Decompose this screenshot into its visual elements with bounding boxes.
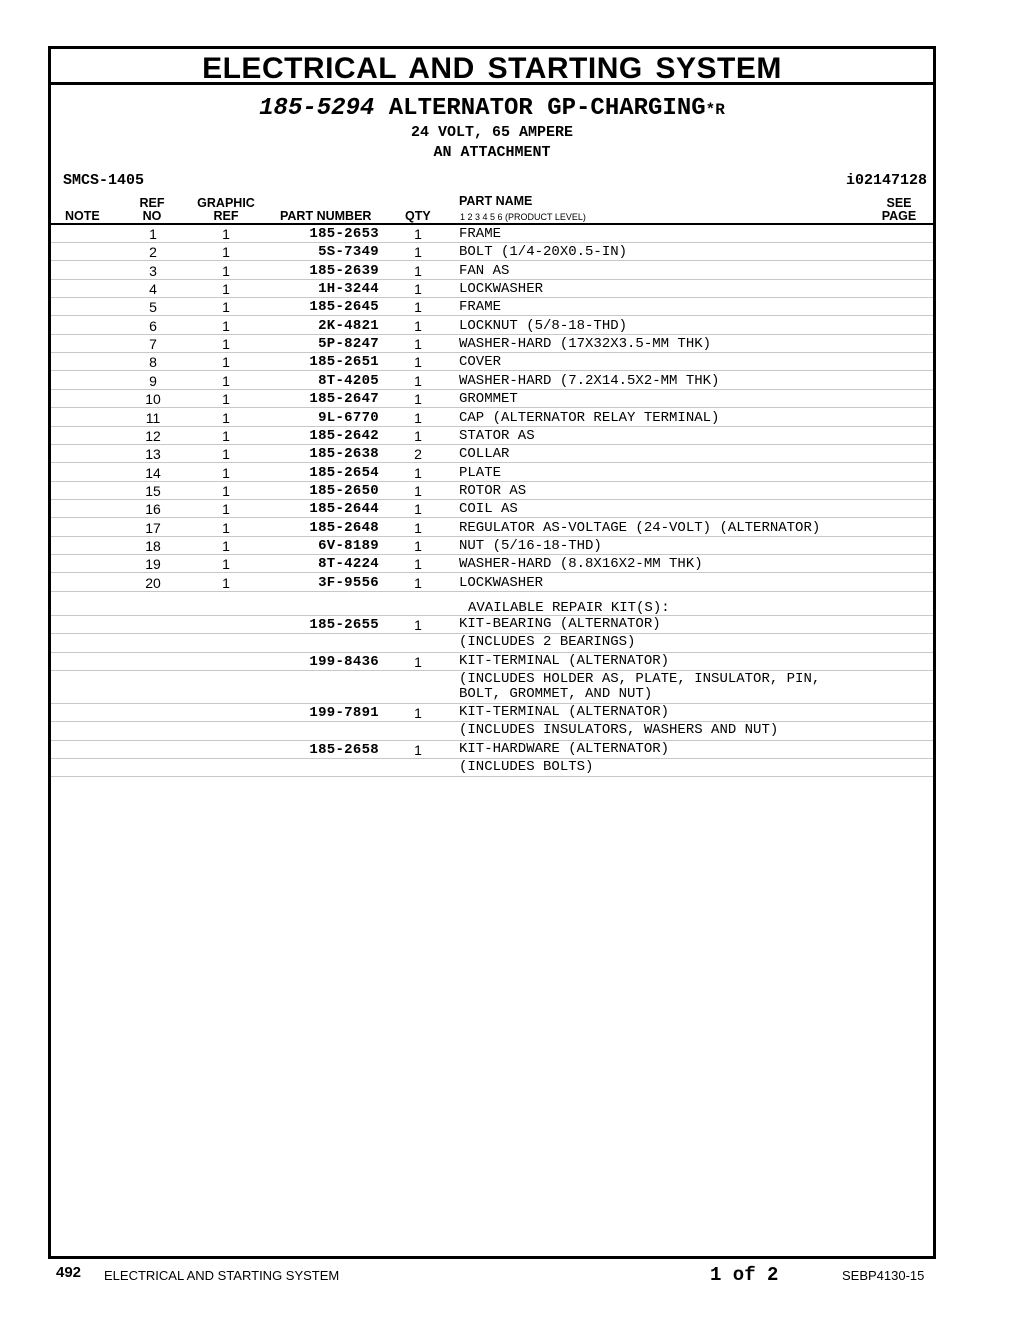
graphic-ref: 1 (222, 427, 230, 444)
col-graphic-ref: GRAPHIC REF (197, 196, 255, 223)
product-levels: 1 2 3 4 5 6 (PRODUCT LEVEL) (460, 212, 586, 222)
ref-no: 14 (145, 464, 161, 481)
graphic-ref: 1 (222, 464, 230, 481)
kit-row (51, 759, 933, 777)
kits-heading-row (51, 595, 933, 616)
kit-name: (INCLUDES INSULATORS, WASHERS AND NUT) (459, 722, 779, 739)
group-part-title: ALTERNATOR GP-CHARGING (388, 95, 706, 122)
part-number: 185-2639 (309, 262, 379, 279)
ref-no: 12 (145, 427, 161, 444)
kit-qty: 1 (414, 653, 422, 670)
part-name: STATOR AS (459, 427, 535, 444)
part-name: COVER (459, 354, 502, 371)
table-row (51, 280, 933, 298)
ref-no: 17 (145, 519, 161, 536)
kit-row (51, 616, 933, 634)
graphic-ref: 1 (222, 354, 230, 371)
table-row (51, 482, 933, 500)
part-number: 185-2654 (309, 464, 379, 481)
kit-row (51, 741, 933, 759)
table-row (51, 555, 933, 573)
table-row (51, 390, 933, 408)
ref-no: 2 (149, 244, 157, 261)
table-row (51, 372, 933, 390)
part-name: BOLT (1/4-20X0.5-IN) (459, 244, 628, 261)
part-name: PLATE (459, 464, 502, 481)
section-title: ELECTRICAL AND STARTING SYSTEM (202, 52, 782, 85)
part-number: 8T-4205 (318, 372, 379, 389)
part-name: ROTOR AS (459, 482, 527, 499)
part-name: WASHER-HARD (7.2X14.5X2-MM THK) (459, 372, 720, 389)
kit-name: KIT-BEARING (ALTERNATOR) (459, 616, 661, 632)
ref-no: 4 (149, 281, 157, 298)
kit-row (51, 653, 933, 671)
part-number: 185-2648 (309, 519, 379, 536)
ref-no: 15 (145, 482, 161, 499)
qty: 1 (414, 537, 422, 554)
qty: 1 (414, 391, 422, 408)
ref-no: 11 (145, 409, 161, 426)
kits-heading: AVAILABLE REPAIR KIT(S): (468, 600, 670, 616)
part-name: COLLAR (459, 446, 510, 463)
qty: 1 (414, 427, 422, 444)
col-part-number: PART NUMBER (280, 209, 372, 223)
part-number: 185-2650 (309, 482, 379, 499)
qty: 1 (414, 409, 422, 426)
col-see-page: SEE PAGE (881, 196, 917, 223)
part-number: 2K-4821 (318, 317, 379, 334)
part-number: 185-2644 (309, 501, 379, 518)
kit-name: (INCLUDES HOLDER AS, PLATE, INSULATOR, PIN, BOLT, GROMMET, AND NUT) (459, 671, 821, 703)
kit-row (51, 704, 933, 722)
qty: 1 (414, 501, 422, 518)
ref-no: 6 (149, 317, 157, 334)
table-row (51, 537, 933, 555)
part-name: NUT (5/16-18-THD) (459, 537, 602, 554)
ref-no: 13 (145, 446, 161, 463)
qty: 1 (414, 244, 422, 261)
part-number: 5P-8247 (318, 336, 379, 353)
part-number: 9L-6770 (318, 409, 379, 426)
qty: 2 (414, 446, 422, 463)
graphic-ref: 1 (222, 372, 230, 389)
qty: 1 (414, 226, 422, 242)
footer-page-number: 492 (56, 1264, 82, 1281)
part-number: 185-2638 (309, 446, 379, 463)
qty: 1 (414, 556, 422, 573)
ref-no: 20 (145, 574, 161, 591)
graphic-ref: 1 (222, 299, 230, 316)
table-row (51, 353, 933, 371)
graphic-ref: 1 (222, 446, 230, 463)
part-number: 3F-9556 (318, 574, 379, 591)
part-number: 1H-3244 (318, 281, 379, 298)
table-row (51, 519, 933, 537)
footer-section: ELECTRICAL AND STARTING SYSTEM (104, 1268, 340, 1283)
part-name: FRAME (459, 226, 502, 242)
graphic-ref: 1 (222, 482, 230, 499)
graphic-ref: 1 (222, 574, 230, 591)
kit-qty: 1 (414, 617, 422, 633)
part-name: LOCKNUT (5/8-18-THD) (459, 317, 628, 334)
qty: 1 (414, 519, 422, 536)
group-part-number: 185-5294 (259, 95, 375, 122)
graphic-ref: 1 (222, 262, 230, 279)
part-name: WASHER-HARD (17X32X3.5-MM THK) (459, 336, 712, 353)
page-frame (48, 46, 936, 1259)
ref-no: 3 (149, 262, 157, 279)
part-name: LOCKWASHER (459, 281, 544, 298)
graphic-ref: 1 (222, 501, 230, 518)
col-part-name: PART NAME (459, 194, 533, 208)
kit-part-number: 199-8436 (309, 653, 379, 670)
kit-qty: 1 (414, 705, 422, 722)
group-subtitle-1: 24 VOLT, 65 AMPERE (410, 124, 574, 141)
table-row (51, 409, 933, 427)
part-name: WASHER-HARD (8.8X16X2-MM THK) (459, 556, 703, 573)
kit-name: KIT-HARDWARE (ALTERNATOR) (459, 740, 670, 757)
part-name: GROMMET (459, 391, 518, 408)
table-row (51, 225, 933, 243)
ref-no: 9 (149, 372, 157, 389)
title-bar (51, 49, 933, 85)
qty: 1 (414, 281, 422, 298)
table-row (51, 427, 933, 445)
graphic-ref: 1 (222, 537, 230, 554)
part-number: 185-2642 (309, 427, 379, 444)
kit-part-number: 185-2658 (309, 741, 379, 758)
graphic-ref: 1 (222, 391, 230, 408)
kit-name: (INCLUDES 2 BEARINGS) (459, 634, 636, 651)
ref-no: 8 (149, 354, 157, 371)
table-row (51, 335, 933, 353)
table-row (51, 317, 933, 335)
kit-qty: 1 (414, 741, 422, 758)
kit-name: KIT-TERMINAL (ALTERNATOR) (459, 652, 670, 669)
part-number: 5S-7349 (318, 244, 379, 261)
part-number: 185-2651 (309, 354, 379, 371)
table-row (51, 262, 933, 280)
kit-part-number: 199-7891 (309, 705, 379, 722)
kit-name: (INCLUDES BOLTS) (459, 759, 594, 776)
table-row (51, 574, 933, 592)
part-number: 6V-8189 (318, 537, 379, 554)
table-row (51, 464, 933, 482)
part-group-title (51, 95, 933, 122)
group-part-suffix: *R (705, 101, 725, 119)
part-number: 185-2645 (309, 299, 379, 316)
qty: 1 (414, 262, 422, 279)
ref-no: 16 (145, 501, 161, 518)
part-name: FAN AS (459, 262, 510, 279)
part-number: 185-2647 (309, 391, 379, 408)
graphic-ref: 1 (222, 281, 230, 298)
qty: 1 (414, 574, 422, 591)
ref-no: 19 (145, 556, 161, 573)
graphic-ref: 1 (222, 244, 230, 261)
ref-no: 10 (145, 391, 161, 408)
part-name: REGULATOR AS-VOLTAGE (24-VOLT) (ALTERNATOR) (459, 519, 821, 536)
graphic-ref: 1 (222, 336, 230, 353)
col-note: NOTE (65, 209, 100, 223)
kit-part-number: 185-2655 (309, 617, 379, 633)
ref-no: 7 (149, 336, 157, 353)
part-name: FRAME (459, 299, 502, 316)
footer-sheet: 1 of 2 (710, 1264, 779, 1286)
ref-no: 1 (149, 226, 157, 242)
graphic-ref: 1 (222, 317, 230, 334)
kit-name: KIT-TERMINAL (ALTERNATOR) (459, 704, 670, 721)
qty: 1 (414, 336, 422, 353)
table-row (51, 445, 933, 463)
table-row (51, 243, 933, 261)
qty: 1 (414, 317, 422, 334)
part-name: COIL AS (459, 501, 518, 518)
table-row (51, 298, 933, 316)
graphic-ref: 1 (222, 409, 230, 426)
graphic-ref: 1 (222, 226, 230, 242)
part-name: CAP (ALTERNATOR RELAY TERMINAL) (459, 409, 720, 426)
ref-no: 5 (149, 299, 157, 316)
part-number: 185-2653 (309, 226, 379, 242)
col-ref-no: REF NO (139, 196, 165, 223)
footer-doc-id: SEBP4130-15 (842, 1268, 925, 1283)
part-number: 8T-4224 (318, 556, 379, 573)
smcs-code: SMCS-1405 (63, 172, 145, 189)
ref-no: 18 (145, 537, 161, 554)
group-subtitle-2: AN ATTACHMENT (433, 144, 551, 161)
qty: 1 (414, 299, 422, 316)
document-ident: i02147128 (845, 172, 927, 189)
part-name: LOCKWASHER (459, 574, 544, 591)
col-qty: QTY (405, 209, 431, 223)
qty: 1 (414, 464, 422, 481)
graphic-ref: 1 (222, 519, 230, 536)
kit-row (51, 722, 933, 740)
graphic-ref: 1 (222, 556, 230, 573)
kit-row (51, 671, 933, 704)
qty: 1 (414, 354, 422, 371)
kit-row (51, 634, 933, 652)
table-row (51, 500, 933, 518)
qty: 1 (414, 482, 422, 499)
qty: 1 (414, 372, 422, 389)
